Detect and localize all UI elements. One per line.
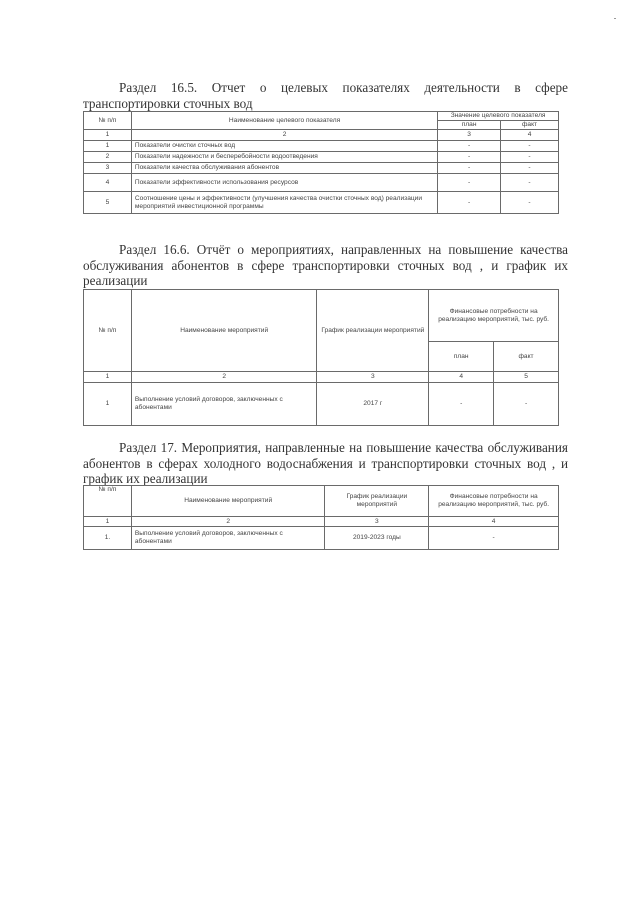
header-value: Значение целевого показателя [438, 112, 559, 121]
index-row [84, 517, 559, 527]
header-schedule: График реализации мероприятий [317, 290, 429, 372]
index-cell: 1 [84, 517, 132, 527]
header-num: № п/п [84, 290, 132, 372]
row-finance: - [429, 527, 559, 550]
index-cell: 3 [317, 372, 429, 383]
header-fact: факт [494, 342, 559, 372]
row-name: Выполнение условий договоров, заключенных с абонентами [131, 527, 325, 550]
section-16-5-title: Раздел 16.5. Отчет о целевых показателях деятельности в сфере транспортировки сточных вод [83, 80, 568, 111]
table-row [84, 152, 559, 163]
row-fact: - [501, 174, 559, 192]
index-cell: 4 [429, 517, 559, 527]
index-cell: 3 [438, 130, 501, 141]
index-cell: 4 [501, 130, 559, 141]
section-16-5-table [83, 111, 559, 214]
row-name: Показатели качества обслуживания абонентов [131, 163, 437, 174]
header-plan: план [438, 121, 501, 130]
header-finance: Финансовые потребности на реализацию мероприятий, тыс. руб. [429, 290, 559, 342]
table-row [84, 527, 559, 550]
row-num: 3 [84, 163, 132, 174]
index-cell: 5 [494, 372, 559, 383]
row-plan: - [438, 174, 501, 192]
table-row [84, 163, 559, 174]
row-plan: - [438, 141, 501, 152]
row-fact: - [501, 152, 559, 163]
table-row [84, 383, 559, 426]
table-row [84, 192, 559, 214]
index-row [84, 130, 559, 141]
index-cell: 4 [429, 372, 494, 383]
row-schedule: 2017 г [317, 383, 429, 426]
row-num: 2 [84, 152, 132, 163]
header-finance: Финансовые потребности на реализацию мероприятий, тыс. руб. [429, 486, 559, 517]
row-name: Соотношение цены и эффективности (улучшения качества очистки сточных вод) реализации мероприятий инвестиционной программы [131, 192, 437, 214]
row-name: Показатели очистки сточных вод [131, 141, 437, 152]
header-num: № п/п [84, 112, 132, 130]
index-cell: 3 [325, 517, 429, 527]
index-cell: 1 [84, 372, 132, 383]
index-row [84, 372, 559, 383]
table-row [84, 174, 559, 192]
row-fact: - [501, 192, 559, 214]
section-17-title: Раздел 17. Мероприятия, направленные на повышение качества обслуживания абонентов в сферах холодного водоснабжения и транспортировки сточных вод , и график их реализации [83, 440, 568, 486]
header-num: № п/п [84, 486, 132, 517]
row-num: 1. [84, 527, 132, 550]
index-cell: 2 [131, 130, 437, 141]
index-cell: 2 [131, 517, 325, 527]
row-plan: - [438, 163, 501, 174]
row-plan: - [438, 152, 501, 163]
row-fact: - [501, 141, 559, 152]
row-name: Показатели эффективности использования ресурсов [131, 174, 437, 192]
row-name: Показатели надежности и бесперебойности водоотведения [131, 152, 437, 163]
section-16-6-table [83, 289, 559, 426]
row-fact: - [501, 163, 559, 174]
section-16-6-title: Раздел 16.6. Отчёт о мероприятиях, направленных на повышение качества обслуживания абонентов в сфере транспортировки сточных вод , и график их реализации [83, 242, 568, 288]
scan-mark [614, 18, 616, 19]
row-num: 4 [84, 174, 132, 192]
index-cell: 1 [84, 130, 132, 141]
header-name: Наименование целевого показателя [131, 112, 437, 130]
header-fact: факт [501, 121, 559, 130]
section-17-table [83, 485, 559, 550]
header-schedule: График реализации мероприятий [325, 486, 429, 517]
row-num: 1 [84, 141, 132, 152]
table-row [84, 141, 559, 152]
index-cell: 2 [131, 372, 317, 383]
row-schedule: 2019-2023 годы [325, 527, 429, 550]
header-name: Наименование мероприятий [131, 486, 325, 517]
row-num: 1 [84, 383, 132, 426]
row-fact: - [494, 383, 559, 426]
row-plan: - [429, 383, 494, 426]
header-plan: план [429, 342, 494, 372]
row-name: Выполнение условий договоров, заключенных с абонентами [131, 383, 317, 426]
row-num: 5 [84, 192, 132, 214]
row-plan: - [438, 192, 501, 214]
header-name: Наименование мероприятий [131, 290, 317, 372]
